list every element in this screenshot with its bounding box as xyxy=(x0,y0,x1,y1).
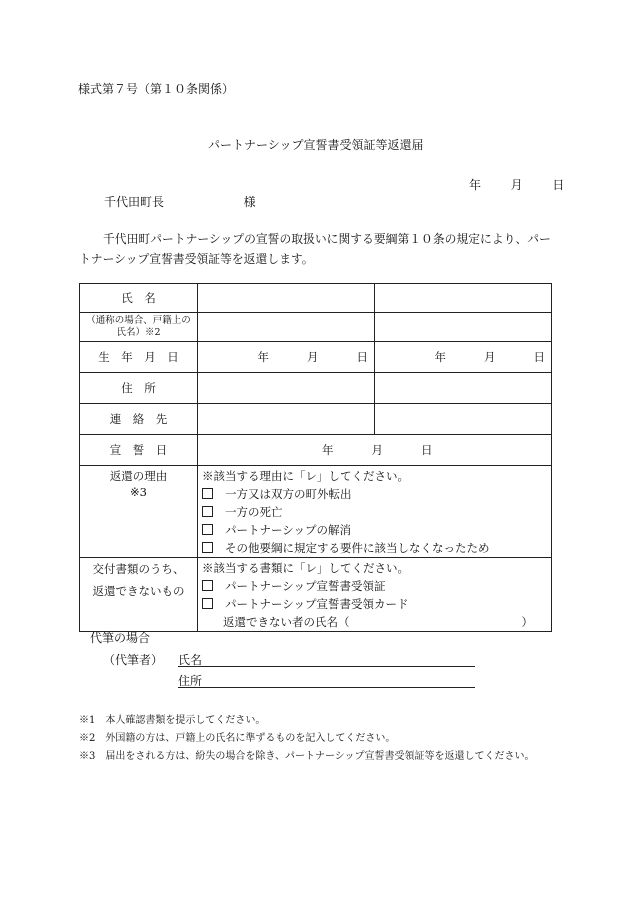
date-year: 年 xyxy=(469,178,482,192)
reason-note: ※3 xyxy=(130,485,147,499)
reason-option-label: 一方又は双方の町外転出 xyxy=(225,487,352,501)
birthdate-2-year: 年 xyxy=(434,350,446,364)
proxy-name-field[interactable] xyxy=(178,666,475,667)
docs-label-line1: 交付書類のうち、 xyxy=(92,562,185,576)
oath-date-label: 宣 誓 日 xyxy=(80,435,198,466)
unreturnable-name-close: ） xyxy=(521,615,533,629)
note-1: ※1 本人確認書類を提示してください。 xyxy=(79,715,266,726)
proxy-address-field[interactable] xyxy=(178,687,475,688)
note-3: ※3 届出をされる方は、紛失の場合を除き、パートナーシップ宣誓書受領証等を返還してください。 xyxy=(79,751,535,762)
reason-option-label: その他要綱に規定する要件に該当しなくなったため xyxy=(225,541,490,555)
docs-label-line2: 返還できないもの xyxy=(92,584,185,598)
docs-instruction: ※該当する書類に「レ」してください。 xyxy=(202,561,409,575)
date-day: 日 xyxy=(552,178,565,192)
docs-option[interactable] xyxy=(202,577,547,595)
name-field-1[interactable] xyxy=(198,284,375,313)
docs-option[interactable] xyxy=(202,595,547,613)
birthdate-2-day: 日 xyxy=(533,350,545,364)
contact-field-2[interactable] xyxy=(375,404,552,435)
unreturnable-name-field[interactable] xyxy=(350,613,522,631)
docs-option-label: パートナーシップ宣誓書受領カード xyxy=(225,597,409,611)
oath-date-field[interactable] xyxy=(198,435,552,466)
address-label: 住 所 xyxy=(80,373,198,404)
contact-label: 連 絡 先 xyxy=(80,404,198,435)
birthdate-field-1[interactable] xyxy=(198,342,375,373)
contact-field-1[interactable] xyxy=(198,404,375,435)
address-field-2[interactable] xyxy=(375,373,552,404)
addressee-honorific: 様 xyxy=(243,195,256,209)
form-number: 様式第７号（第１０条関係） xyxy=(78,82,235,96)
unreturnable-name-label: 返還できない者の氏名（ xyxy=(223,615,350,629)
reason-options xyxy=(198,466,552,558)
checkbox[interactable] xyxy=(202,598,213,609)
reason-option-label: 一方の死亡 xyxy=(225,505,283,519)
address-field-1[interactable] xyxy=(198,373,375,404)
reason-option[interactable] xyxy=(202,503,547,521)
name-field-2[interactable] xyxy=(375,284,552,313)
birthdate-1-month: 月 xyxy=(307,350,319,364)
alias-field-2[interactable] xyxy=(375,313,552,342)
birthdate-1-day: 日 xyxy=(356,350,368,364)
form-table xyxy=(79,283,552,632)
reason-label-cell xyxy=(80,466,198,558)
birthdate-label: 生 年 月 日 xyxy=(80,342,198,373)
proxy-name-label: 氏名 xyxy=(178,653,203,667)
checkbox[interactable] xyxy=(202,542,213,553)
name-label: 氏 名 xyxy=(80,284,198,313)
docs-label-cell xyxy=(80,558,198,632)
proxy-label: （代筆者） xyxy=(103,653,164,667)
reason-option[interactable] xyxy=(202,539,547,557)
docs-options xyxy=(198,558,552,632)
unreturnable-name-row[interactable] xyxy=(202,613,547,631)
reason-option[interactable] xyxy=(202,521,547,539)
alias-field-1[interactable] xyxy=(198,313,375,342)
proxy-heading: 代筆の場合 xyxy=(90,631,151,645)
reason-label: 返還の理由 xyxy=(109,469,168,483)
docs-option-label: パートナーシップ宣誓書受領証 xyxy=(225,579,386,593)
oath-date-year: 年 xyxy=(322,443,334,457)
intro-text-line2: トナーシップ宣誓書受領証等を返還します。 xyxy=(79,252,314,266)
oath-date-month: 月 xyxy=(371,443,383,457)
note-2: ※2 外国籍の方は、戸籍上の氏名に準ずるものを記入してください。 xyxy=(79,733,396,744)
oath-date-day: 日 xyxy=(421,443,433,457)
reason-option[interactable] xyxy=(202,485,547,503)
reason-instruction: ※該当する理由に「レ」してください。 xyxy=(202,469,409,483)
date-line xyxy=(469,176,564,193)
addressee xyxy=(104,193,256,210)
birthdate-1-year: 年 xyxy=(257,350,269,364)
reason-option-label: パートナーシップの解消 xyxy=(225,523,352,537)
birthdate-field-2[interactable] xyxy=(375,342,552,373)
proxy-address-label: 住所 xyxy=(178,674,203,688)
addressee-name: 千代田町長 xyxy=(104,195,165,209)
alias-note: （通称の場合、戸籍上の氏名）※2 xyxy=(80,313,198,342)
page-title: パートナーシップ宣誓書受領証等返還届 xyxy=(208,138,424,152)
birthdate-2-month: 月 xyxy=(484,350,496,364)
checkbox[interactable] xyxy=(202,506,213,517)
intro-text-line1: 千代田町パートナーシップの宣誓の取扱いに関する要綱第１０条の規定により、パー xyxy=(103,232,551,246)
checkbox[interactable] xyxy=(202,524,213,535)
checkbox[interactable] xyxy=(202,580,213,591)
date-month: 月 xyxy=(510,178,523,192)
checkbox[interactable] xyxy=(202,488,213,499)
